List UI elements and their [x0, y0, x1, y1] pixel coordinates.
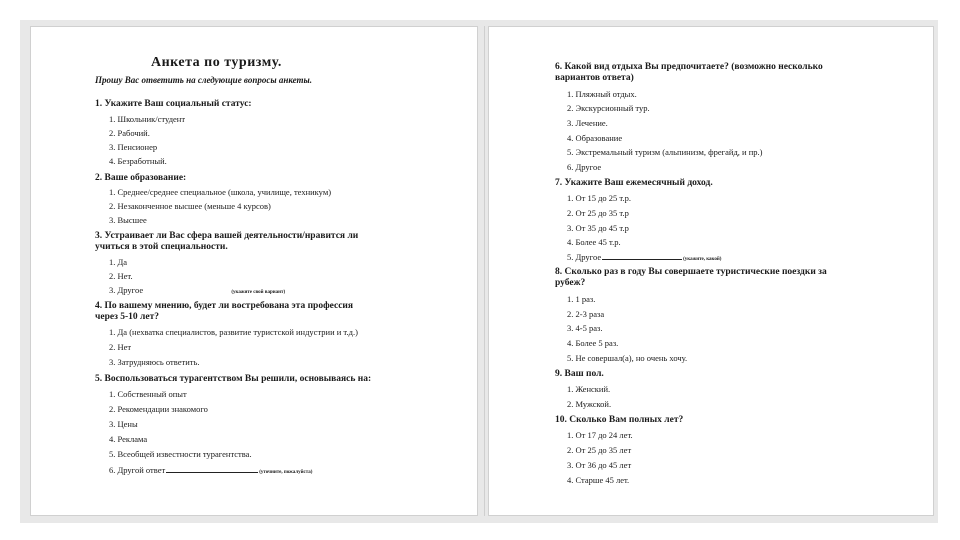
question-5-other-label: 6. Другой ответ [109, 465, 166, 475]
question-8-option: 2. 2-3 раза [567, 309, 605, 319]
question-3-option: 2. Нет. [109, 271, 133, 281]
question-2: 2. Ваше образование: [95, 173, 187, 183]
question-4-continued: через 5-10 лет? [95, 312, 160, 322]
question-7-option: 4. Более 45 т.р. [567, 237, 621, 247]
question-3-option: 1. Да [109, 257, 128, 267]
question-10: 10. Сколько Вам полных лет? [555, 415, 684, 425]
left-page [30, 26, 478, 516]
right-page [488, 26, 934, 516]
question-5-option: 4. Реклама [109, 434, 148, 444]
question-2-option: 3. Высшее [109, 215, 147, 225]
page-divider [484, 26, 485, 516]
question-8-option: 3. 4-5 раз. [567, 323, 603, 333]
question-4-option: 3. Затрудняюсь ответить. [109, 357, 200, 367]
question-6-option: 4. Образование [567, 133, 623, 143]
question-10-option: 3. От 36 до 45 лет [567, 460, 632, 470]
question-5-option: 2. Рекомендации знакомого [109, 404, 208, 414]
question-1-option: 1. Школьник/студент [109, 114, 186, 124]
question-7-option: 2. От 25 до 35 т.р [567, 208, 629, 218]
survey-intro: Прошу Вас ответить на следующие вопросы анкеты. [95, 75, 312, 85]
page-gutter [478, 20, 488, 523]
question-6: 6. Какой вид отдыха Вы предпочитаете? (возможно несколько [555, 62, 823, 72]
question-7-other-label: 5. Другое [567, 252, 602, 262]
question-1-option: 3. Пенсионер [109, 142, 158, 152]
question-2-option: 1. Среднее/среднее специальное (школа, училище, техникум) [109, 187, 332, 197]
question-9-option: 1. Женский. [567, 384, 611, 394]
question-7-other-note: (укажите, какой) [683, 257, 722, 262]
question-6-option: 6. Другое [567, 162, 602, 172]
question-6-option: 3. Лечение. [567, 118, 608, 128]
answer-blank[interactable] [146, 285, 228, 293]
question-9: 9. Ваш пол. [555, 369, 604, 379]
question-3-other-label: 3. Другое [109, 285, 144, 295]
question-1-option: 2. Рабочий. [109, 128, 150, 138]
question-6-continued: вариантов ответа) [555, 73, 634, 83]
question-6-option: 1. Пляжный отдых. [567, 89, 637, 99]
question-5-other [109, 464, 312, 478]
question-3: 3. Устраивает ли Вас сфера вашей деятельности/нравится ли [95, 231, 359, 241]
answer-blank[interactable] [166, 464, 258, 473]
question-4-option: 1. Да (нехватка специалистов, развитие туристской индустрии и т.д.) [109, 327, 358, 337]
question-5: 5. Воспользоваться турагентством Вы решили, основываясь на: [95, 374, 372, 384]
question-5-other-note: (уточните, пожалуйста) [259, 470, 313, 475]
question-6-option: 2. Экскурсионный тур. [567, 103, 650, 113]
question-6-option: 5. Экстремальный туризм (альпинизм, фрегайд, и пр.) [567, 147, 763, 157]
question-8-option: 5. Не совершал(а), но очень хочу. [567, 353, 688, 363]
question-5-option: 1. Собственный опыт [109, 389, 187, 399]
question-4-option: 2. Нет [109, 342, 132, 352]
survey-title: Анкета по туризму. [151, 55, 282, 70]
question-1: 1. Укажите Ваш социальный статус: [95, 99, 252, 109]
question-7-option: 3. От 35 до 45 т.р [567, 223, 629, 233]
question-8-option: 4. Более 5 раз. [567, 338, 619, 348]
question-8: 8. Сколько раз в году Вы совершаете туристические поездки за [555, 267, 827, 277]
question-3-other-note: (укажите свой вариант) [231, 290, 286, 295]
question-10-option: 2. От 25 до 35 лет [567, 445, 632, 455]
question-7-other [567, 251, 721, 265]
question-3-other [109, 285, 285, 298]
question-7-option: 1. От 15 до 25 т.р. [567, 193, 632, 203]
question-4: 4. По вашему мнению, будет ли востребована эта профессия [95, 301, 354, 311]
answer-blank[interactable] [602, 251, 682, 260]
question-2-option: 2. Незаконченное высшее (меньше 4 курсов) [109, 201, 271, 211]
question-8-continued: рубеж? [555, 278, 586, 288]
question-5-option: 3. Цены [109, 419, 138, 429]
question-9-option: 2. Мужской. [567, 399, 612, 409]
question-7: 7. Укажите Ваш ежемесячный доход. [555, 178, 713, 188]
question-1-option: 4. Безработный. [109, 156, 167, 166]
question-10-option: 4. Старше 45 лет. [567, 475, 630, 485]
question-10-option: 1. От 17 до 24 лет. [567, 430, 633, 440]
question-8-option: 1. 1 раз. [567, 294, 596, 304]
question-3-continued: учиться в этой специальности. [95, 242, 228, 252]
question-5-option: 5. Всеобщей известности турагентства. [109, 449, 252, 459]
